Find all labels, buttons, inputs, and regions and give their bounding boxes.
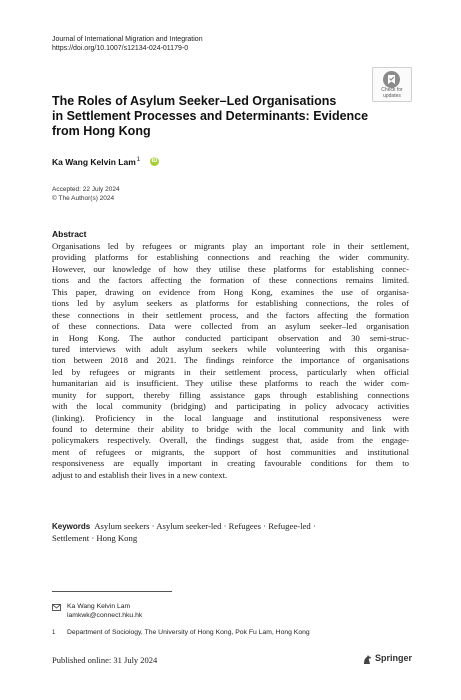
copyright-notice: © The Author(s) 2024	[52, 195, 115, 202]
abstract-line: tion between 2018 and 2021. The findings reinforce the importance of organisations	[52, 355, 409, 366]
abstract-line: adjust to and establish their lives in a new context.	[52, 469, 228, 480]
abstract-line: policymakers respectively. Overall, the findings suggest that, aside from the engage-	[52, 435, 409, 446]
abstract-line: humanitarian aid is insufficient. They utilise these platforms to reach the wider com-	[52, 378, 409, 389]
journal-name: Journal of International Migration and Integration	[52, 36, 203, 43]
abstract-line: ment of refugees or migrants, the support of host communities and institutional	[52, 446, 409, 457]
paper-title	[52, 94, 382, 139]
published-online-date: Published online: 31 July 2024	[52, 655, 158, 665]
keywords	[52, 521, 409, 544]
footnote-divider	[52, 591, 172, 592]
abstract-line: tions led by asylum seekers as platforms for establishing connections, the roles of	[52, 298, 409, 309]
doi-link[interactable]: https://doi.org/10.1007/s12134-024-01179-0	[52, 45, 189, 52]
orcid-icon[interactable]: iD	[151, 158, 158, 164]
springer-horse-icon	[362, 654, 373, 665]
abstract-body	[52, 241, 409, 481]
abstract-line: tions and the factors affecting the formation of these connections remains limited.	[52, 275, 409, 286]
keywords-list: Asylum seekers · Asylum seeker-led · Refugees · Refugee-led ·	[94, 521, 316, 531]
title-line: in Settlement Processes and Determinants: Evidence	[52, 109, 369, 123]
abstract-line: tured interviews with adult asylum seekers while volunteering with this organisa-	[52, 343, 409, 354]
title-line: The Roles of Asylum Seeker–Led Organisations	[52, 94, 337, 108]
abstract-line: found to determine their ability to bridge with the local community and link with	[52, 424, 409, 434]
abstract-line: led by refugees or migrants in their settlement process, particularly when official	[52, 366, 409, 377]
abstract-line: munity for support, thereby filling assistance gaps through establishing connections	[52, 389, 409, 400]
affiliation-text: Department of Sociology, The University of Hong Kong, Pok Fu Lam, Hong Kong	[67, 629, 310, 636]
check-for-updates-label: Check for updates	[381, 87, 403, 99]
author-name-text: Ka Wang Kelvin Lam	[52, 157, 136, 167]
author-name[interactable]	[52, 157, 140, 167]
abstract-line: This paper, drawing on evidence from Hong Kong, examines the use of organisa-	[52, 286, 409, 297]
accepted-date: Accepted: 22 July 2024	[52, 186, 120, 193]
abstract-line: these connections in their settlement process, and the factors affecting the formation	[52, 309, 409, 320]
abstract-heading: Abstract	[52, 229, 87, 239]
abstract-line: responsiveness are equally important in creating favourable conditions for them to	[52, 458, 409, 469]
abstract-line: (linking). Proficiency in the local language and institutional responsiveness were	[52, 412, 409, 423]
correspondence-name: Ka Wang Kelvin Lam	[67, 603, 131, 610]
abstract-line: with the local community (bridging) and participating in policy advocacy activities	[52, 401, 409, 412]
correspondence-email[interactable]: lamkwk@connect.hku.hk	[67, 611, 143, 619]
keywords-heading: Keywords	[52, 522, 91, 531]
affiliation-number: 1	[52, 630, 56, 636]
abstract-line: Organisations led by refugees or migrants play an important role in their settlement,	[52, 241, 409, 251]
publisher-name: Springer	[375, 653, 413, 663]
abstract-line: of these connections. Data were collected from an asylum seeker–led organisation	[52, 321, 409, 332]
title-line: from Hong Kong	[52, 124, 151, 138]
bookmark-check-icon	[383, 71, 400, 88]
abstract-line: in Hong Kong. The author conducted participant observation and 30 semi-struc-	[52, 332, 409, 343]
author-affiliation-marker: 1	[136, 157, 141, 164]
envelope-icon	[52, 604, 61, 611]
keywords-list-continued: Settlement · Hong Kong	[52, 532, 138, 543]
abstract-line: providing platforms for establishing connections and reaching the wider community.	[52, 252, 409, 263]
abstract-line: However, our knowledge of how they utilise these platforms for establishing connec-	[52, 263, 409, 274]
